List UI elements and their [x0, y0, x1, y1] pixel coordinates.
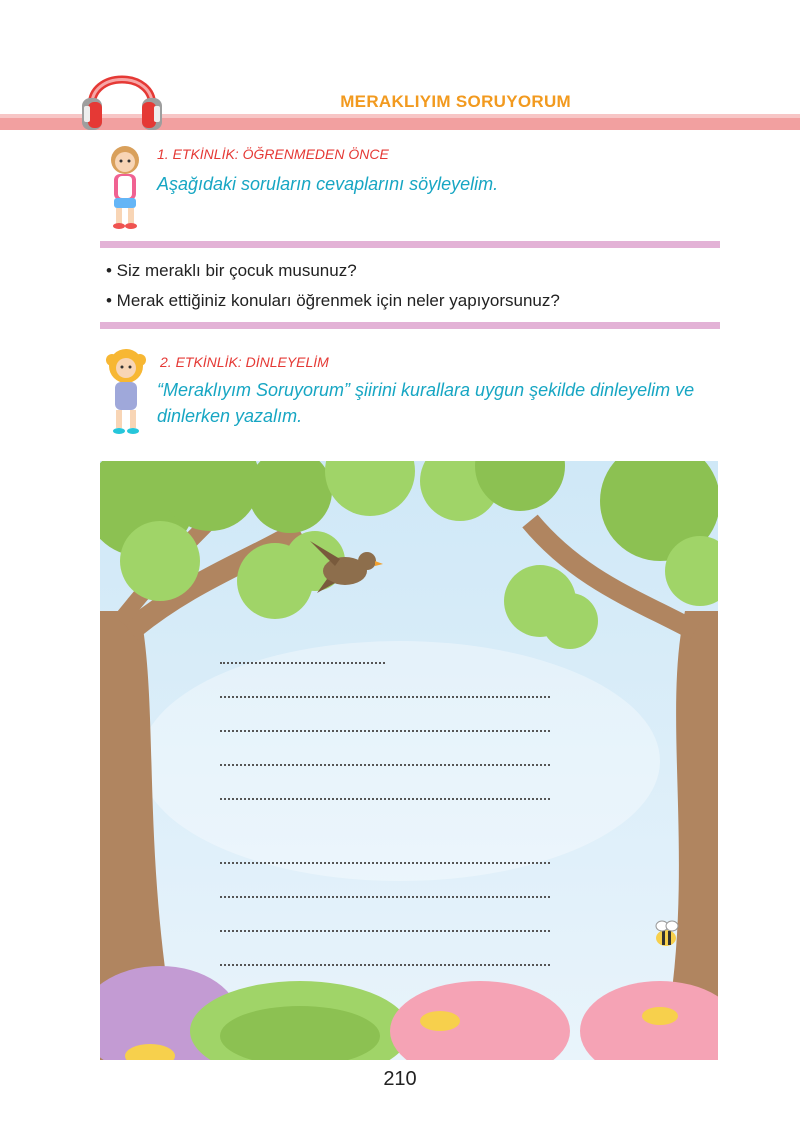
writing-line[interactable] [220, 964, 550, 966]
curly-girl-illustration [100, 346, 152, 438]
writing-line[interactable] [220, 896, 550, 898]
bird-icon [305, 531, 385, 601]
writing-line[interactable] [220, 764, 550, 766]
bee-icon [648, 916, 684, 956]
divider-bottom [100, 322, 720, 329]
question-2: • Merak ettiğiniz konuları öğrenmek için neler yapıyorsunuz? [106, 291, 560, 310]
tree-illustration [100, 461, 718, 1060]
writing-line[interactable] [220, 862, 550, 864]
writing-line[interactable] [220, 730, 550, 732]
activity1-label: 1. ETKİNLİK: ÖĞRENMEDEN ÖNCE [157, 146, 389, 162]
divider-top [100, 241, 720, 248]
writing-line[interactable] [220, 696, 550, 698]
question-1: • Siz meraklı bir çocuk musunuz? [106, 261, 357, 280]
writing-line[interactable] [220, 930, 550, 932]
headphones-icon [78, 56, 166, 136]
writing-line[interactable] [220, 662, 385, 664]
section-title: MERAKLIYIM SORUYORUM [340, 92, 571, 111]
writing-scene [100, 461, 718, 1060]
girl-illustration [100, 140, 150, 232]
activity1-instruction: Aşağıdaki soruların cevaplarını söyleyelim. [157, 174, 499, 194]
activity2-instruction-line2: dinlerken yazalım. [157, 406, 303, 426]
activity2-label: 2. ETKİNLİK: DİNLEYELİM [160, 354, 329, 370]
writing-line[interactable] [220, 798, 550, 800]
activity2-instruction-line1: “Meraklıyım Soruyorum” şiirini kurallara uygun şekilde dinleyelim ve [157, 380, 695, 400]
page-number: 210 [383, 1068, 417, 1090]
